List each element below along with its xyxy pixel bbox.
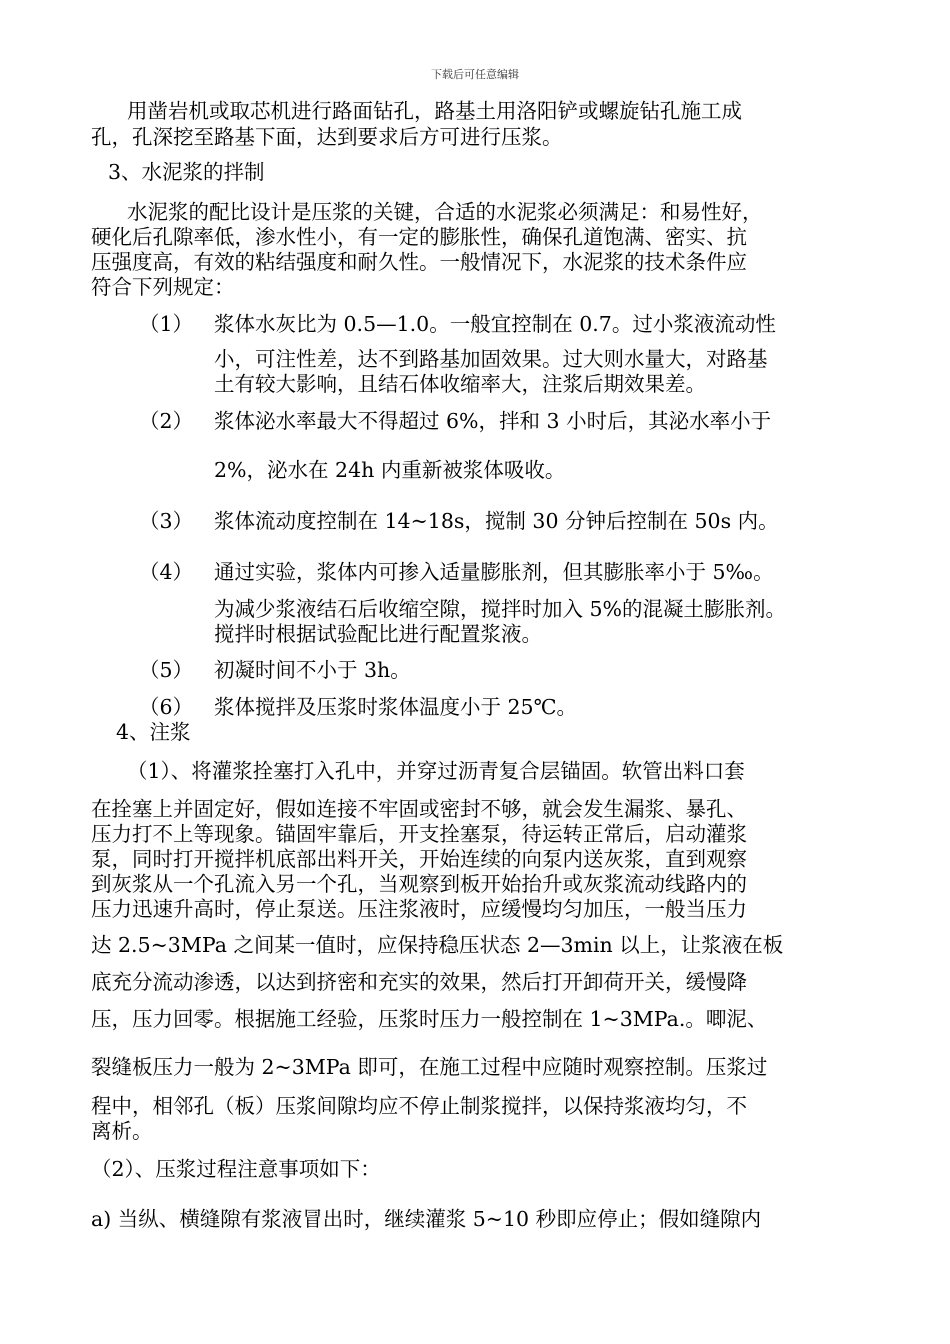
section-3-heading: 3、水泥浆的拌制 — [108, 160, 265, 184]
section-4-para-line-2: 在拴塞上并固定好，假如连接不牢固或密封不够，就会发生漏浆、暴孔、 — [91, 797, 747, 821]
intro-line-2: 孔，孔深挖至路基下面，达到要求后方可进行压浆。 — [91, 125, 563, 149]
item-4-line-1: 通过实验，浆体内可掺入适量膨胀剂，但其膨胀率小于 5‰。 — [214, 560, 774, 584]
intro-line-1: 用凿岩机或取芯机进行路面钻孔，路基土用洛阳铲或螺旋钻孔施工成 — [127, 99, 742, 123]
section-4-subheading: （2）、压浆过程注意事项如下： — [91, 1157, 381, 1181]
section-4-para-line-7: 达 2.5~3MPa 之间某一值时，应保持稳压状态 2—3min 以上，让浆液在板 — [91, 933, 784, 957]
section-3-para-line-1: 水泥浆的配比设计是压浆的关键，合适的水泥浆必须满足：和易性好， — [127, 200, 763, 224]
section-4-para-line-5: 到灰浆从一个孔流入另一个孔，当观察到板开始抬升或灰浆流动线路内的 — [91, 872, 747, 896]
section-4-para-line-4: 泵，同时打开搅拌机底部出料开关，开始连续的向泵内送灰浆，直到观察 — [91, 847, 747, 871]
section-4-para-line-3: 压力打不上等现象。锚固牢靠后，开支拴塞泵，待运转正常后，启动灌浆 — [91, 822, 747, 846]
item-5-line-1: 初凝时间不小于 3h。 — [214, 658, 411, 682]
item-4-line-2: 为减少浆液结石后收缩空隙，搅拌时加入 5%的混凝土膨胀剂。 — [214, 597, 787, 621]
item-3-number: （3） — [139, 509, 194, 533]
item-4-number: （4） — [139, 560, 194, 584]
section-4-para-line-9: 压，压力回零。根据施工经验，压浆时压力一般控制在 1~3MPa.。唧泥、 — [91, 1007, 768, 1031]
item-1-line-2: 小，可注性差，达不到路基加固效果。过大则水量大，对路基 — [214, 347, 768, 371]
item-2-number: （2） — [139, 409, 194, 433]
section-4-para-line-6: 压力迅速升高时，停止泵送。压注浆液时，应缓慢均匀加压，一般当压力 — [91, 897, 747, 921]
item-6-number: （6） — [139, 695, 194, 719]
item-3-line-1: 浆体流动度控制在 14~18s，搅制 30 分钟后控制在 50s 内。 — [214, 509, 779, 533]
section-4-heading: 4、注浆 — [116, 720, 191, 744]
section-4-para-line-12: 离析。 — [91, 1119, 153, 1143]
item-1-number: （1） — [139, 312, 194, 336]
section-3-para-line-3: 压强度高，有效的粘结强度和耐久性。一般情况下，水泥浆的技术条件应 — [91, 250, 747, 274]
item-4-line-3: 搅拌时根据试验配比进行配置浆液。 — [214, 622, 542, 646]
section-3-para-line-2: 硬化后孔隙率低，渗水性小，有一定的膨胀性，确保孔道饱满、密实、抗 — [91, 225, 747, 249]
section-4-para-line-8: 底充分流动渗透，以达到挤密和充实的效果，然后打开卸荷开关，缓慢降 — [91, 970, 747, 994]
section-4-item-a: a) 当纵、横缝隙有浆液冒出时，继续灌浆 5~10 秒即应停止；假如缝隙内 — [91, 1207, 762, 1231]
item-5-number: （5） — [139, 658, 194, 682]
section-4-para-line-11: 程中，相邻孔（板）压浆间隙均应不停止制浆搅拌，以保持浆液均匀，不 — [91, 1094, 747, 1118]
section-3-para-line-4: 符合下列规定： — [91, 275, 235, 299]
item-1-line-3: 土有较大影响，且结石体收缩率大，注浆后期效果差。 — [214, 372, 706, 396]
section-4-para-line-1: （1）、将灌浆拴塞打入孔中，并穿过沥青复合层锚固。软管出料口套 — [127, 759, 745, 783]
section-4-para-line-10: 裂缝板压力一般为 2~3MPa 即可，在施工过程中应随时观察控制。压浆过 — [91, 1055, 768, 1079]
item-6-line-1: 浆体搅拌及压浆时浆体温度小于 25℃。 — [214, 695, 578, 719]
item-2-line-1: 浆体泌水率最大不得超过 6%，拌和 3 小时后，其泌水率小于 — [214, 409, 772, 433]
item-2-line-2: 2%，泌水在 24h 内重新被浆体吸收。 — [214, 458, 566, 482]
page-header: 下载后可任意编辑 — [431, 68, 519, 81]
item-1-line-1: 浆体水灰比为 0.5—1.0。一般宜控制在 0.7。过小浆液流动性 — [214, 312, 776, 336]
